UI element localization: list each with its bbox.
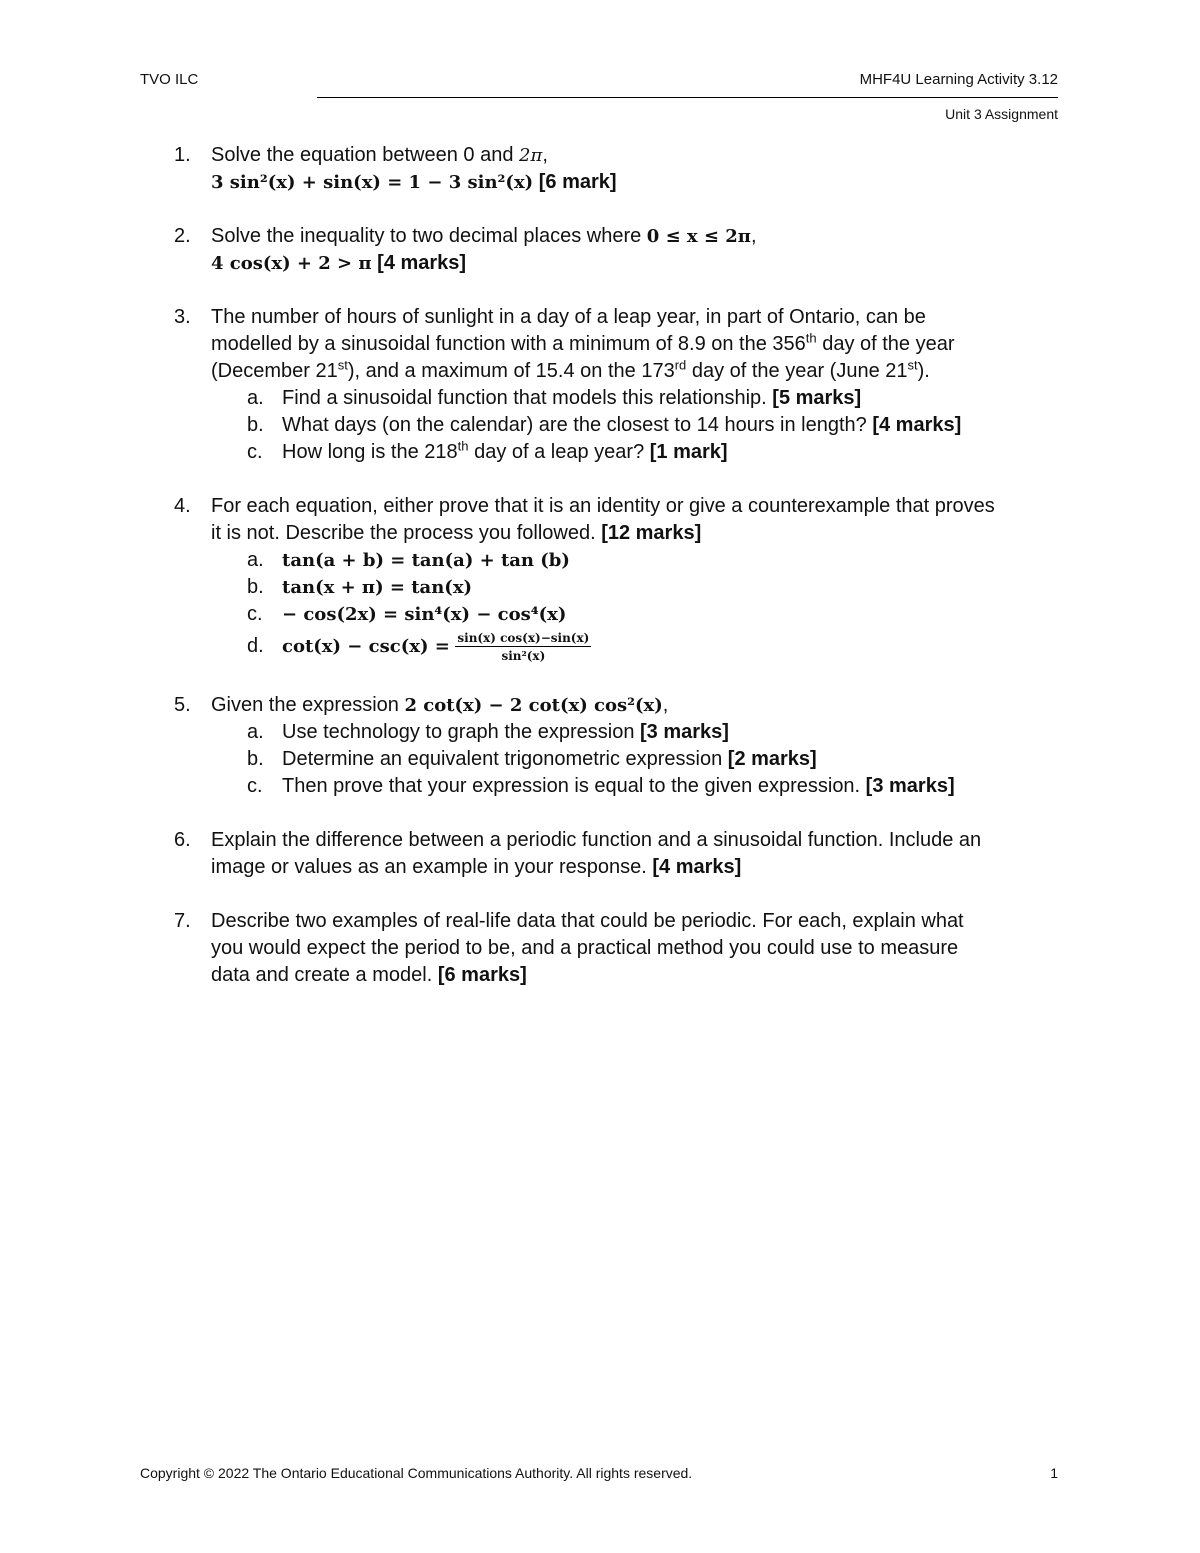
subpart-b: b. Determine an equivalent trigonometric expression [2 marks] (247, 748, 817, 770)
equation: 3 sin²(x) + sin(x) = 1 − 3 sin²(x) (211, 172, 534, 193)
question-number: 1. (174, 144, 191, 166)
subpart-a: a. tan(a + b) = tan(a) + tan (b) (247, 549, 570, 571)
question-number: 2. (174, 225, 191, 247)
subpart-a: a. Find a sinusoidal function that models this relationship. [5 marks] (247, 387, 862, 409)
question-number: 5. (174, 694, 191, 716)
question-5: 5. Given the expression 2 cot(x) − 2 cot(x) cos²(x), a. Use technology to graph the expression [3 marks] b. Determine an equivalent trigonometric expression [2 marks] c. Then prove that your expression is equal to the given expression. [3 marks] (174, 692, 1064, 800)
subpart-c: c. − cos(2x) = sin⁴(x) − cos⁴(x) (247, 603, 567, 625)
header-unit: Unit 3 Assignment (945, 106, 1058, 122)
question-number: 6. (174, 829, 191, 851)
question-2: 2. Solve the inequality to two decimal places where 0 ≤ x ≤ 2π, 4 cos(x) + 2 > π [4 marks] (174, 225, 757, 274)
marks: [12 marks] (601, 522, 702, 544)
marks: [4 marks] (377, 252, 467, 274)
header-org: TVO ILC (140, 71, 199, 88)
marks: [4 marks] (652, 856, 742, 878)
question-3: 3. The number of hours of sunlight in a day of a leap year, in part of Ontario, can be modelled by a sinusoidal function with a minimum of 8.9 on the 356th day of the year (December 21st), and a maximum of 15.4 on the 173rd day of the year (June 21st). a. Find a sinusoidal function that models this relationship. [5 marks] b. What days (on the calendar) are the closest to 14 hours in length? [4 marks] c. How long is the 218th day of a leap year? [1 mark] (174, 304, 1064, 466)
question-number: 3. (174, 306, 191, 328)
subpart-b: b. What days (on the calendar) are the closest to 14 hours in length? [4 marks] (247, 414, 962, 436)
expression: 2 cot(x) − 2 cot(x) cos²(x) (404, 695, 663, 716)
assignment-questions (174, 142, 1064, 1016)
question-1: 1. Solve the equation between 0 and 2π, 3 sin²(x) + sin(x) = 1 − 3 sin²(x) [6 mark] (174, 144, 617, 193)
subpart-c: c. Then prove that your expression is equal to the given expression. [3 marks] (247, 775, 955, 797)
question-6: 6. Explain the difference between a periodic function and a sinusoidal function. Include an image or values as an example in your response. [4 marks] (174, 829, 982, 878)
question-4: 4. For each equation, either prove that it is an identity or give a counterexample that proves it is not. Describe the process you followed. [12 marks] a. tan(a + b) = tan(a) + tan (b) b. tan(x + π) = tan(x) c. − cos(2x) = sin⁴(x) − cos⁴(x) d. cot(x) − csc(x) = $\frac{\sin(x) \cos(x)-\sin(x)}{\text{sin²(x)}}$ (174, 493, 1064, 665)
subpart-a: a. Use technology to graph the expression [3 marks] (247, 721, 729, 743)
footer-copyright: Copyright © 2022 The Ontario Educational Communications Authority. All rights reserved. (140, 1465, 693, 1481)
question-number: 7. (174, 910, 191, 932)
subpart-b: b. tan(x + π) = tan(x) (247, 576, 473, 598)
page-number: 1 (1050, 1465, 1058, 1481)
inequality: 4 cos(x) + 2 > π (211, 253, 372, 274)
fraction: $\frac{\sin(x) \cos(x)-\sin(x)}{\text{sin²(x)}}$ (457, 630, 590, 663)
header-course: MHF4U Learning Activity 3.12 (859, 71, 1058, 88)
subpart-c: c. How long is the 218th day of a leap year? [1 mark] (247, 438, 728, 463)
question-7: 7. Describe two examples of real-life data that could be periodic. For each, explain what you would expect the period to be, and a practical method you could use to measure data and create a model. [6 marks] (174, 910, 964, 986)
subpart-d: d. cot(x) − csc(x) = $\frac{\sin(x) \cos(x)-\sin(x)}{\text{sin²(x)}}$ (247, 630, 590, 663)
question-number: 4. (174, 495, 191, 517)
header-rule (317, 97, 1058, 98)
marks: [6 marks] (437, 964, 527, 986)
marks: [6 mark] (538, 171, 617, 193)
